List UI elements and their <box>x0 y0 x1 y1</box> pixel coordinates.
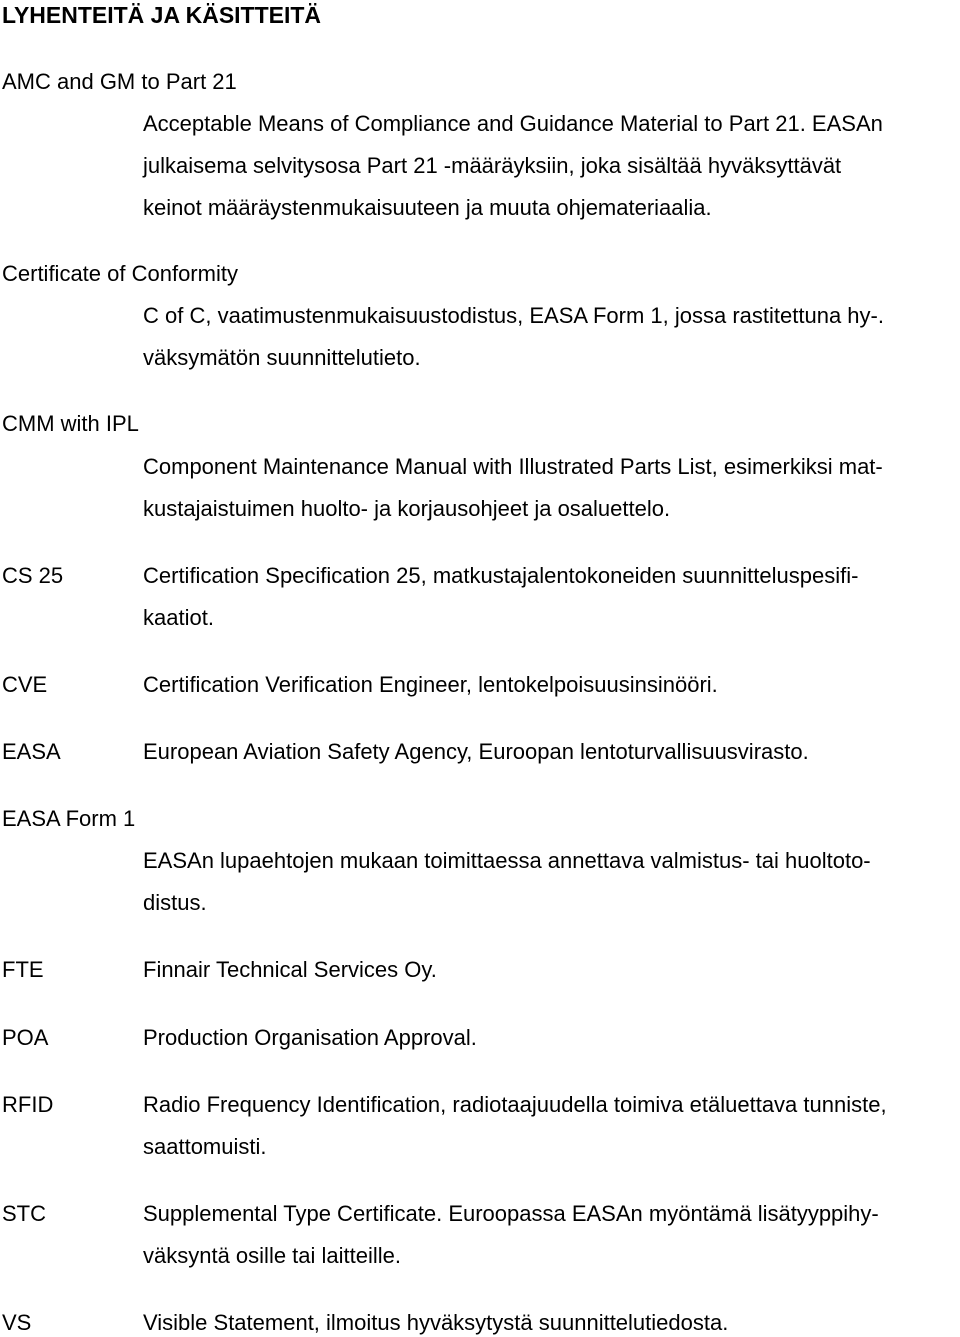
term-cve: CVE <box>2 672 48 697</box>
term-stc: STC <box>2 1201 46 1226</box>
definition-line: European Aviation Safety Agency, Euroopan lentoturvallisuusvirasto. <box>143 739 809 764</box>
term-easa-form-1: EASA Form 1 <box>2 806 136 831</box>
definition-line: distus. <box>143 890 207 915</box>
definition-line: kaatiot. <box>143 605 214 630</box>
definition-line: julkaisema selvitysosa Part 21 -määräyksiin, joka sisältää hyväksyttävät <box>143 153 842 178</box>
definition-line: väksymätön suunnittelutieto. <box>143 345 421 370</box>
term-rfid: RFID <box>2 1092 54 1117</box>
definition-line: C of C, vaatimustenmukaisuustodistus, EASA Form 1, jossa rastitettuna hy-. <box>143 303 884 328</box>
definition-line: Certification Specification 25, matkustajalentokoneiden suunnitteluspesifi- <box>143 563 859 588</box>
term-amc-gm-part21: AMC and GM to Part 21 <box>2 69 237 94</box>
term-certificate-of-conformity: Certificate of Conformity <box>2 261 238 286</box>
definition-line: EASAn lupaehtojen mukaan toimittaessa annettava valmistus- tai huoltoto- <box>143 848 871 873</box>
definition-line: Component Maintenance Manual with Illustrated Parts List, esimerkiksi mat- <box>143 454 883 479</box>
definition-line: kustajaistuimen huolto- ja korjausohjeet ja osaluettelo. <box>143 496 671 521</box>
definition-line: Supplemental Type Certificate. Euroopassa EASAn myöntämä lisätyyppihy- <box>143 1201 879 1226</box>
definition-line: Production Organisation Approval. <box>143 1025 477 1050</box>
definition-line: Radio Frequency Identification, radiotaajuudella toimiva etäluettava tunniste, <box>143 1092 887 1117</box>
page-title: LYHENTEITÄ JA KÄSITTEITÄ <box>2 2 322 28</box>
term-easa: EASA <box>2 739 61 764</box>
term-cmm-with-ipl: CMM with IPL <box>2 411 139 436</box>
term-cs-25: CS 25 <box>2 563 64 588</box>
definition-line: väksyntä osille tai laitteille. <box>143 1243 402 1268</box>
definition-line: saattomuisti. <box>143 1134 267 1159</box>
definition-line: Certification Verification Engineer, lentokelpoisuusinsinööri. <box>143 672 718 697</box>
definition-line: Visible Statement, ilmoitus hyväksytystä suunnittelutiedosta. <box>143 1310 729 1335</box>
definition-line: keinot määräystenmukaisuuteen ja muuta ohjemateriaalia. <box>143 195 712 220</box>
term-vs: VS <box>2 1310 32 1335</box>
term-poa: POA <box>2 1025 49 1050</box>
definition-line: Acceptable Means of Compliance and Guidance Material to Part 21. EASAn <box>143 111 883 136</box>
definition-line: Finnair Technical Services Oy. <box>143 957 437 982</box>
term-fte: FTE <box>2 957 44 982</box>
